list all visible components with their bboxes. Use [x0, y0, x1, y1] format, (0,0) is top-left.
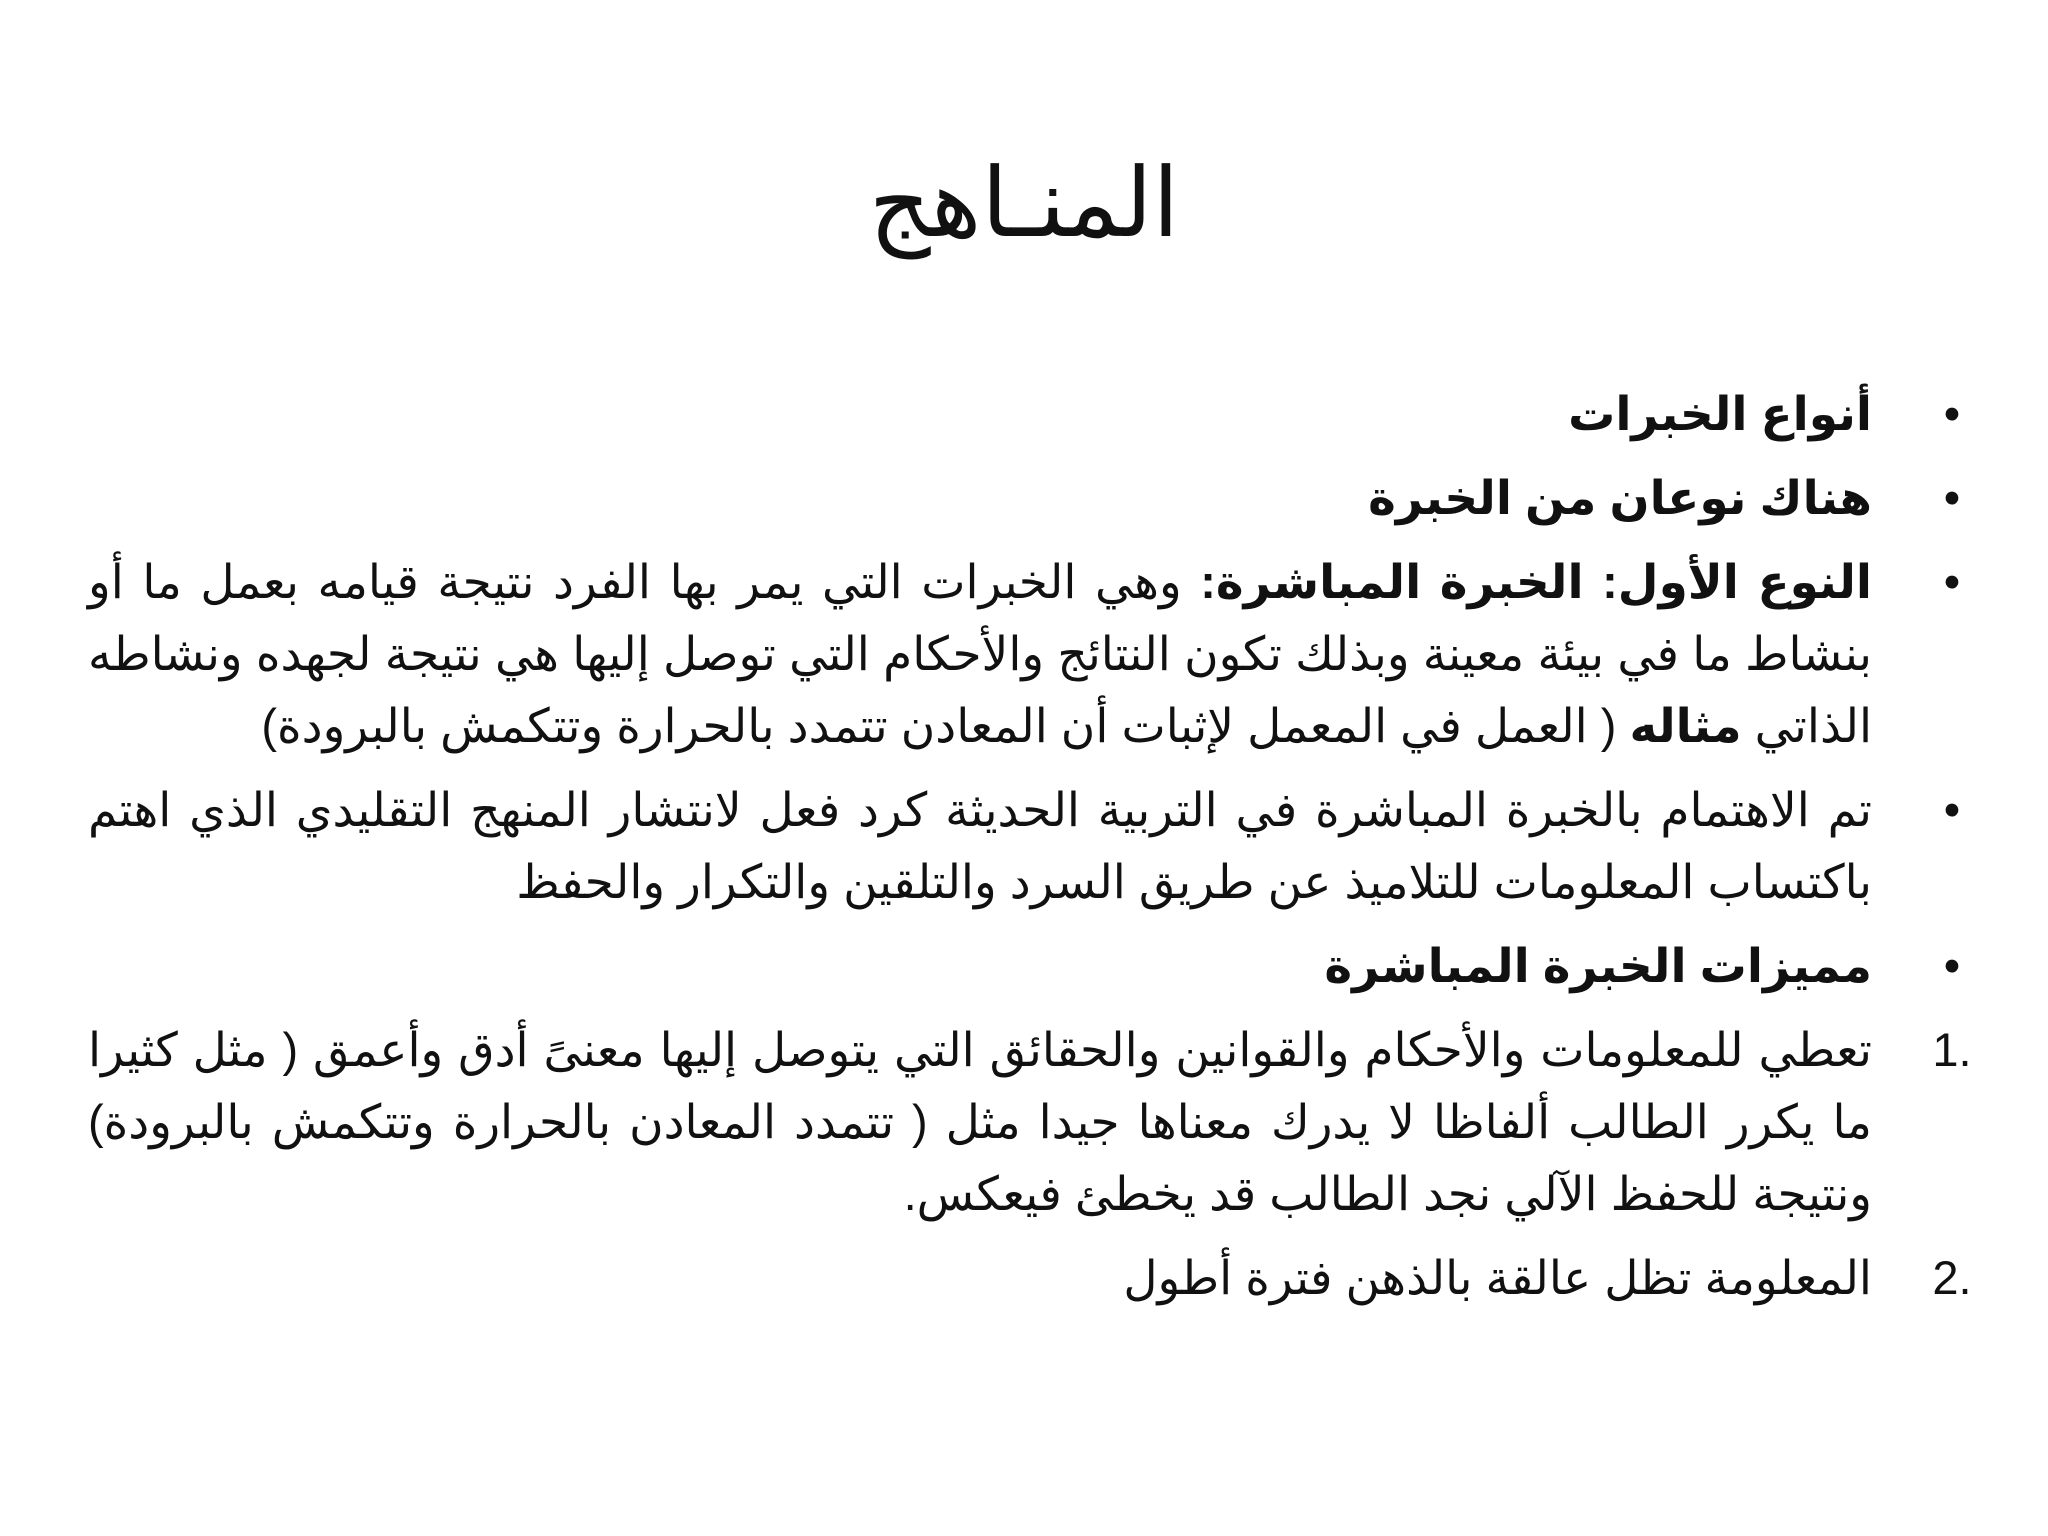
bullet-marker: • — [1943, 939, 1961, 992]
numbered-text: تعطي للمعلومات والأحكام والقوانين والحقائق التي يتوصل إليها معنىً أدق وأعمق ( مثل كثيرا ما يكرر الطالب ألفاظا لا يدرك معناها جيدا مثل ( تتمدد المعادن بالحرارة وتتكمش بالبرودة) ونتيجة للحفظ الآلي نجد الطالب قد يخطئ فيعكس. — [88, 1023, 1872, 1220]
bullet-marker: • — [1943, 471, 1961, 524]
bullet-marker: • — [1943, 387, 1961, 440]
numbered-item — [88, 1014, 1972, 1230]
bullet-item — [88, 378, 1961, 450]
bullet-item — [88, 930, 1961, 1002]
bullet-bold-text: النوع الأول: الخبرة المباشرة: — [1200, 555, 1872, 608]
bullet-text-example: ( العمل في المعمل لإثبات أن المعادن تتمدد بالحرارة وتتكمش بالبرودة) — [261, 699, 1630, 752]
slide-title: المنـاهج — [868, 147, 1180, 259]
slide-body — [88, 378, 1972, 1326]
bullet-bold-text: هناك نوعان من الخبرة — [1368, 471, 1872, 524]
bullet-item — [88, 774, 1961, 918]
numbered-item — [88, 1242, 1972, 1314]
bullet-marker: • — [1943, 555, 1961, 608]
bullet-bold-example: مثاله — [1629, 699, 1742, 752]
number-marker: 1. — [1932, 1023, 1972, 1076]
bullet-bold-text: أنواع الخبرات — [1568, 387, 1872, 440]
bullet-item — [88, 462, 1961, 534]
number-marker: 2. — [1932, 1251, 1972, 1304]
bullet-text: تم الاهتمام بالخبرة المباشرة في التربية الحديثة كرد فعل لانتشار المنهج التقليدي الذي اهتم باكتساب المعلومات للتلاميذ عن طريق السرد والتلقين والتكرار والحفظ — [88, 783, 1872, 908]
bullet-text: وهي الخبرات التي يمر بها الفرد نتيجة قيامه بعمل ما أو بنشاط ما في بيئة معينة وبذلك تكون النتائج والأحكام التي توصل إليها هي نتيجة لجهده ونشاطه الذاتي — [88, 555, 1872, 752]
bullet-item — [88, 546, 1961, 762]
numbered-text: المعلومة تظل عالقة بالذهن فترة أطول — [1123, 1251, 1872, 1304]
bullet-bold-text: مميزات الخبرة المباشرة — [1324, 939, 1872, 992]
bullet-marker: • — [1943, 783, 1961, 836]
